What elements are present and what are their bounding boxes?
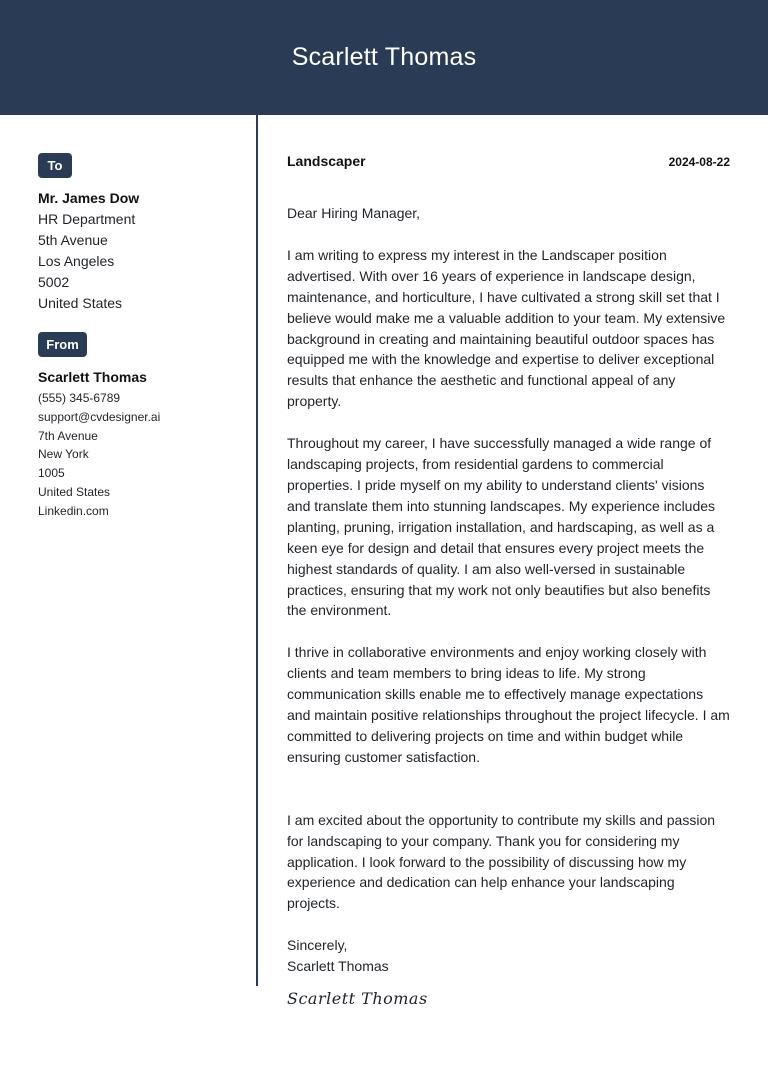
paragraph-conclusion: I am excited about the opportunity to contribute my skills and passion for landscaping to your company. Thank you for considering my application. I look forward to the possibility of discussing how my experience and dedication can help enhance your landscaping projects. <box>287 811 716 912</box>
closing-name: Scarlett Thomas <box>287 958 389 975</box>
sender-phone: (555) 345-6789 <box>38 391 121 405</box>
vertical-divider <box>256 115 258 986</box>
sender-city: New York <box>38 447 89 462</box>
paragraph-experience: Throughout my career, I have successfully managed a wide range of landscaping projects, from residential gardens to commercial properties. I pride myself on my ability to understand clients' visions and translate them into stunning landscapes. My experience includes planting, pruning, irrigation installation, and hardscaping, as well as a keen eye for design and detail that ensures every project meets the highest standards of quality. I am also well-versed in sustainable practices, ensuring that my work not only beautifies but also benefits the environment. <box>287 435 716 619</box>
letter-body <box>287 153 730 1008</box>
recipient-department: HR Department <box>38 211 136 227</box>
header-banner <box>0 0 768 115</box>
to-badge: To <box>38 153 72 178</box>
letter-title-row <box>287 153 730 173</box>
sender-country: United States <box>38 484 111 499</box>
sender-email: support@cvdesigner.ai <box>38 409 161 424</box>
recipient-country: United States <box>38 295 123 311</box>
from-badge: From <box>38 332 87 357</box>
recipient-address <box>38 209 243 314</box>
sender-street: 7th Avenue <box>38 428 98 443</box>
paragraph-intro: I am writing to express my interest in the Landscaper position advertised. With over 16 years of experience in landscape design, maintenance, and horticulture, I have cultivated a strong skill set that I believe would make me a valuable addition to your team. My extensive background in creating and maintaining beautiful outdoor spaces has equipped me with the knowledge and expertise to deliver exceptional results that enhance the aesthetic and functional appeal of any property. <box>287 246 726 410</box>
paragraph-collaboration: I thrive in collaborative environments and enjoy working closely with clients and team members to bring ideas to life. My strong communication skills enable me to effectively manage expectations and maintain positive relationships throughout the project lifecycle. I am committed to delivering projects on time and within budget while ensuring customer satisfaction. <box>287 644 730 765</box>
job-title: Landscaper <box>287 153 366 169</box>
sidebar <box>38 153 243 521</box>
recipient-postcode: 5002 <box>38 274 70 290</box>
recipient-city: Los Angeles <box>38 253 115 269</box>
recipient-name: Mr. James Dow <box>38 190 140 206</box>
signature: Scarlett Thomas <box>287 989 428 1009</box>
sender-contact <box>38 389 243 521</box>
recipient-street: 5th Avenue <box>38 232 108 248</box>
greeting: Dear Hiring Manager, <box>287 205 421 221</box>
sender-postcode: 1005 <box>38 466 65 481</box>
letter-date: 2024-08-22 <box>668 155 730 169</box>
header-name: Scarlett Thomas <box>291 43 477 71</box>
sender-linkedin: Linkedin.com <box>38 503 109 518</box>
closing: Sincerely, <box>287 937 348 954</box>
sender-name: Scarlett Thomas <box>38 369 147 385</box>
